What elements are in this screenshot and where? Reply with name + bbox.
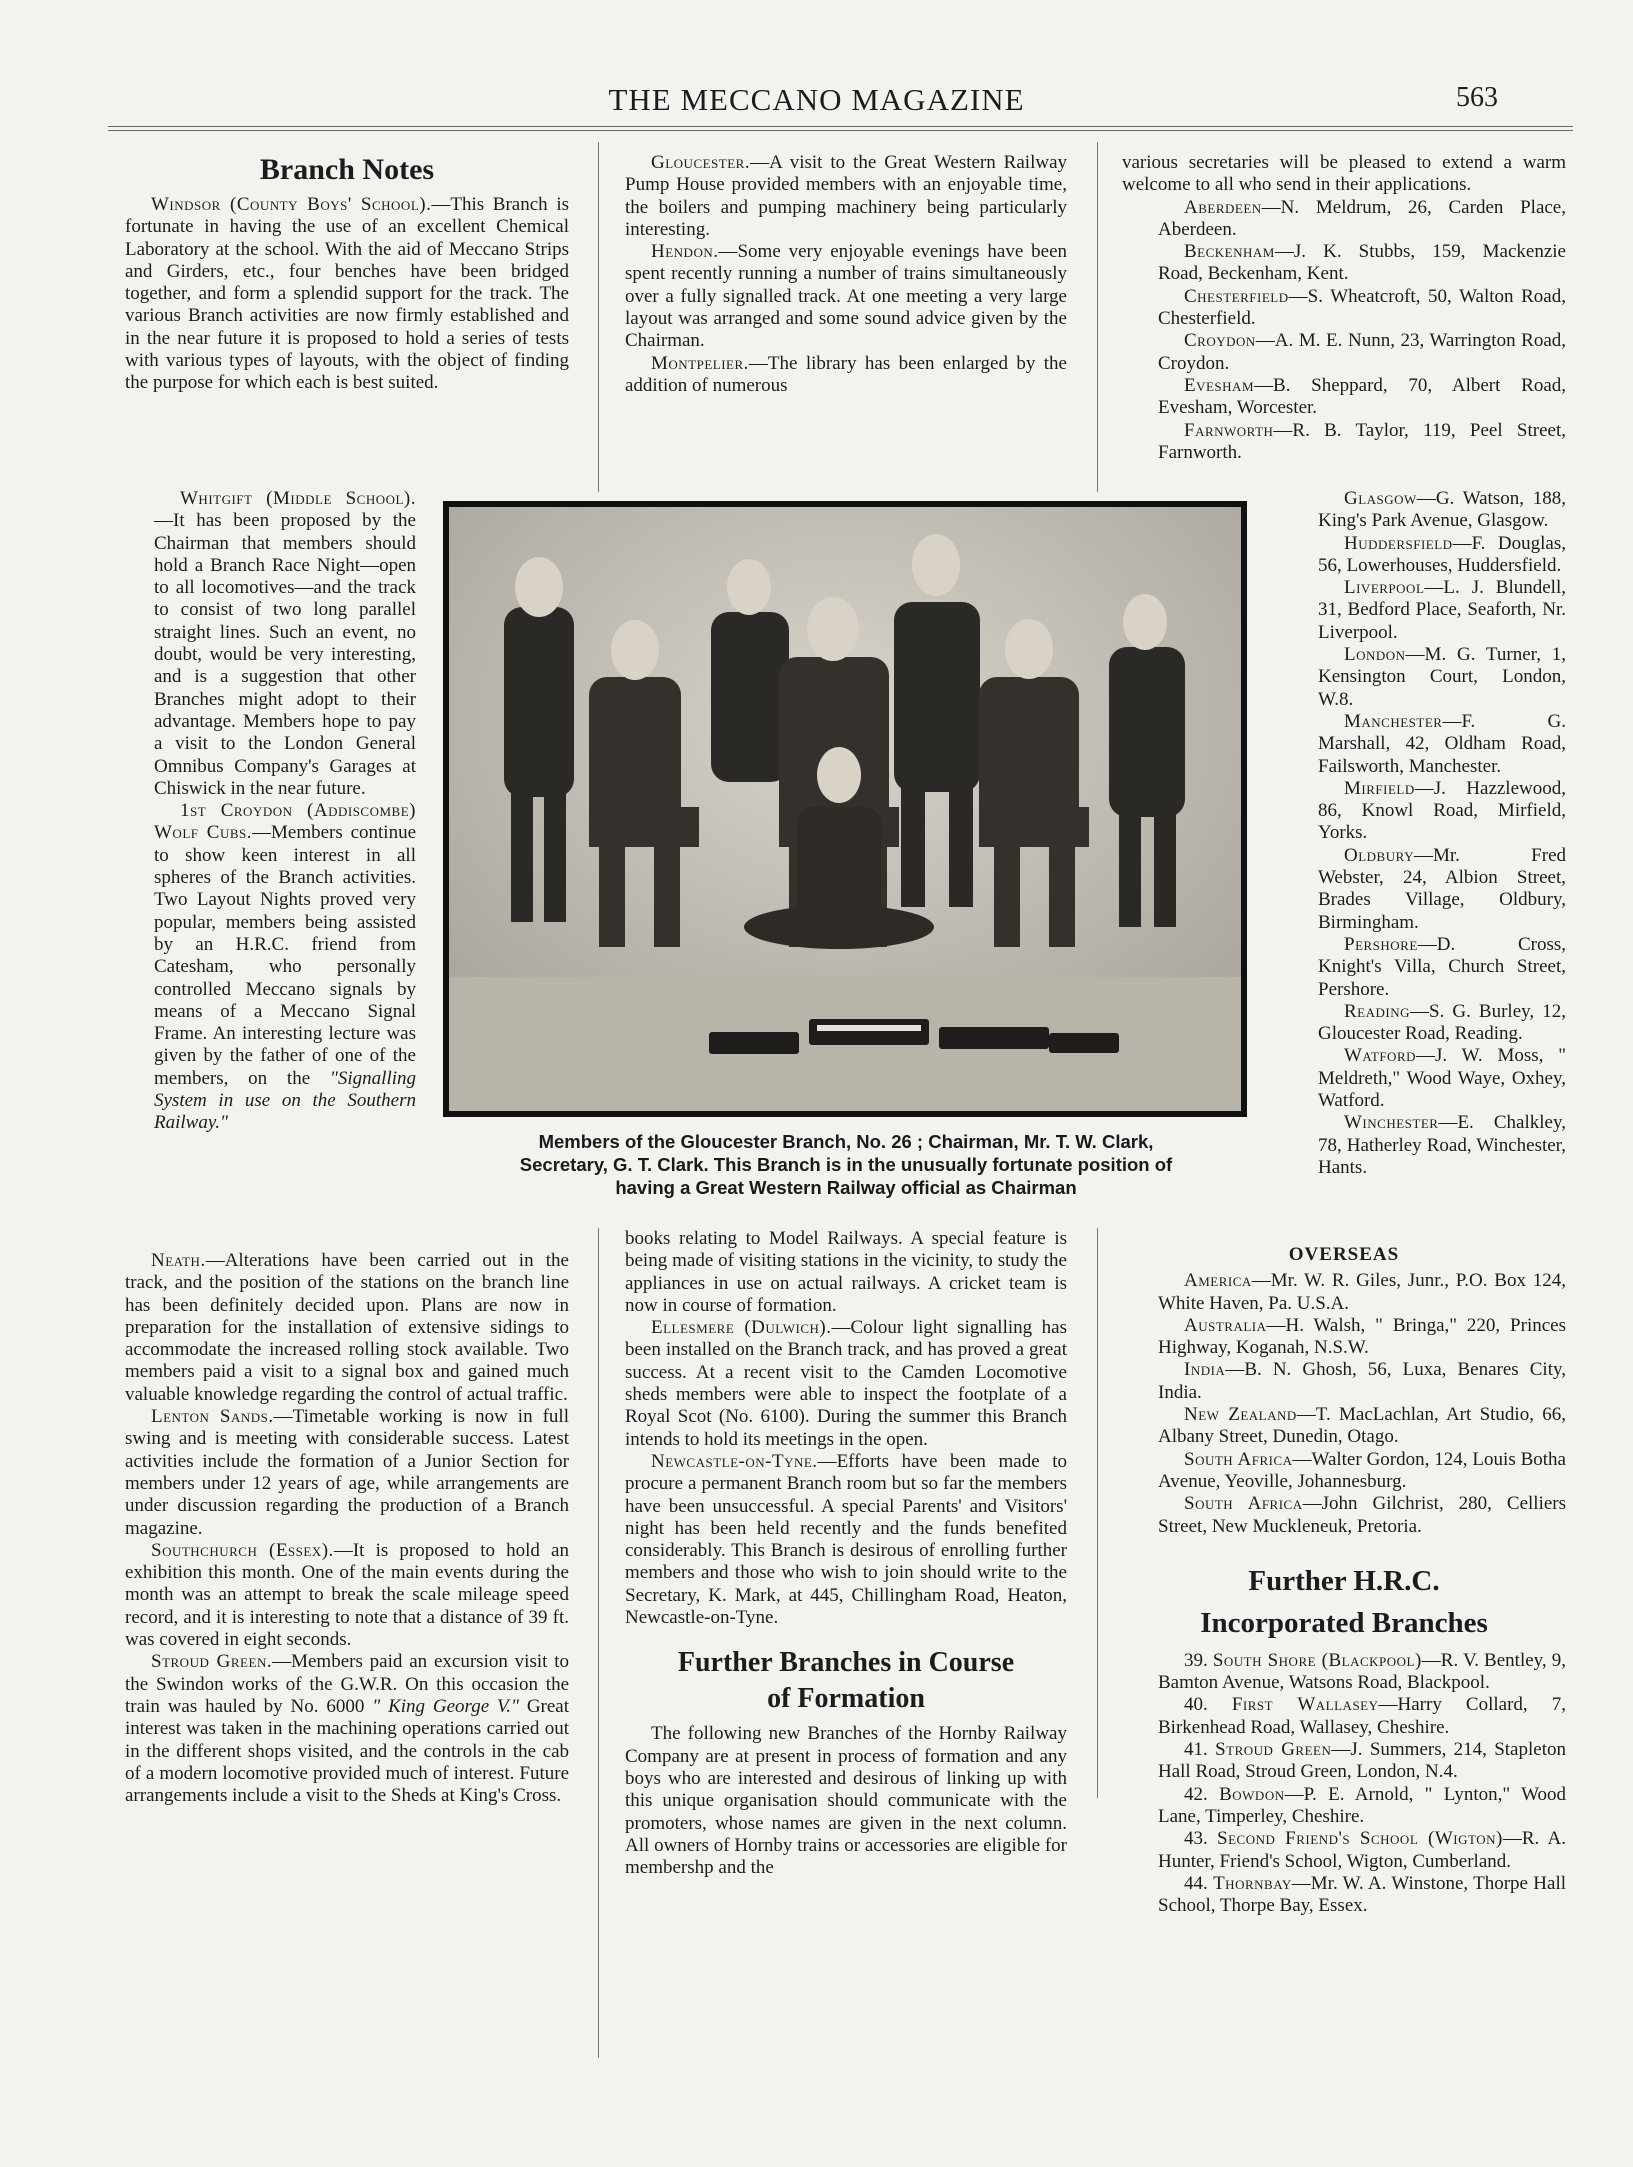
formation-intro: The following new Branches of the Hornby Railway Company are at present in process of formation and any boys who are interested and desirous of linking up with this unique organisation should communicate with the promoters, whose names are given in the next column. All owners of Hornby trains or accessories are eligible for membershp and the [625,1723,1067,1879]
entry-number: 42. [1184,1783,1220,1805]
address-entry [1122,1784,1566,1829]
entry-detail: —R. V. Bentley, 9, Bamton Avenue, Watsons Road, Blackpool. [1158,1649,1567,1694]
address-entry [1122,1449,1566,1494]
address-entry [1122,1359,1566,1404]
overseas-heading: OVERSEAS [1288,1244,1400,1265]
branch-notes-heading: Branch Notes [259,153,435,186]
entry-detail: —E. Chalkley, 78, Hatherley Road, Winchester, Hants. [1318,1112,1566,1178]
header-rule-top [108,126,1573,127]
entry-detail: —J. W. Moss, " Meldreth," Wood Waye, Oxhey, Watford. [1318,1045,1566,1112]
entry-place: Bowdon [1219,1783,1285,1805]
entry-place: Stroud Green [1215,1739,1332,1761]
address-entry [1282,711,1566,778]
note-croydon: 1st Croydon (Addiscombe) Wolf Cubs.—Members continue to show keen interest in all spheres of the Branch activities. Two Layout Nights proved very popular, members being assisted by an H.R.C. friend from Catesham, who personally controlled Meccano signals by means of a Meccano Signal Frame. An interesting lecture was given by the father of one of the members, on the "Signalling System in use on the Southern Railway." [154,800,416,1134]
entry-detail: —M. G. Turner, 1, Kensington Court, London, W.8. [1318,644,1566,710]
entry-detail: —S. G. Burley, 12, Gloucester Road, Reading. [1318,1000,1566,1045]
address-entry [1122,241,1566,286]
entry-place: First Wallasey [1231,1694,1379,1716]
note-newcastle: Newcastle-on-Tyne.—Efforts have been made to procure a permanent Branch room but so far the members have been unsuccessful. A special Parents' and Visitors' night has been held recently and the funds benefited considerably. This Branch is desirous of enrolling further members and those who wish to join should write to the Secretary, K. Mark, at 445, Chillingham Road, Heaton, Newcastle-on-Tyne. [625,1450,1067,1629]
note-hendon: Hendon.—Some very enjoyable evenings have been spent recently running a number of trains simultaneously over a fully signalled track. At one meeting a very large layout was arranged and some sound advice given by the Chairman. [625,241,1067,352]
entry-detail: —Harry Collard, 7, Birkenhead Road, Wallasey, Cheshire. [1158,1694,1567,1738]
group-photo [443,501,1247,1117]
entry-detail: —J. Summers, 214, Stapleton Hall Road, Stroud Green, London, N.4. [1158,1739,1566,1783]
formation-list-wide [1122,197,1566,465]
address-entry [1122,420,1566,465]
address-entry [1282,577,1566,644]
entry-place: Reading [1344,1000,1410,1022]
group-photo-illustration [449,507,1241,1111]
note-stroud: Stroud Green.—Members paid an excursion visit to the Swindon works of the G.W.R. On this occasion the train was hauled by No. 6000 " King George V." Great interest was taken in the machining operations carried out in the different shops visited, and the controls in the cab of a modern locomotive provided much of interest. Future arrangements include a visit to the Sheds at King's Cross. [125,1651,570,1807]
entry-place: Mirfield [1344,777,1415,799]
address-entry [1122,1315,1566,1360]
column-3-top [1122,152,1566,464]
photo-caption: Members of the Gloucester Branch, No. 26 ; Chairman, Mr. T. W. Clark, Secretary, G. T. Clark. This Branch is in the unusually fortunate position of having a Great Western Railway official as Chairman [519,1131,1173,1198]
entry-place: Winchester [1344,1112,1439,1134]
entry-place: Watford [1344,1045,1416,1067]
entry-place: Beckenham [1184,241,1275,263]
column-3-bottom [1122,1238,1566,1917]
entry-detail: —F. G. Marshall, 42, Oldham Road, Failsworth, Manchester. [1318,710,1566,777]
entry-place: Liverpool [1344,577,1425,599]
entry-detail: —H. Walsh, " Bringa," 220, Princes Highway, Koganah, N.S.W. [1158,1314,1566,1359]
entry-detail: —D. Cross, Knight's Villa, Church Street, Pershore. [1318,933,1566,1000]
note-whitgift: Whitgift (Middle School).—It has been proposed by the Chairman that members should hold a Branch Race Night—open to all locomotives—and the track to consist of two long parallel straight lines. Such an event, no doubt, would be very interesting, and is a suggestion that other Branches might adopt to their advantage. Members hope to pay a visit to the London General Omnibus Company's Garages at Chiswick in the near future. [154,488,416,799]
entry-detail: —N. Meldrum, 26, Carden Place, Aberdeen. [1158,196,1566,240]
entry-place: Manchester [1344,710,1443,732]
address-entry [1282,1045,1566,1112]
entry-place: South Shore (Blackpool) [1212,1649,1422,1671]
entry-place: Australia [1184,1314,1267,1336]
address-entry [1282,644,1566,711]
column-1-bottom [125,1250,569,1807]
entry-detail: —R. A. Hunter, Friend's School, Wigton, Cumberland. [1158,1828,1566,1872]
entry-number: 41. [1184,1739,1216,1761]
column-2-top [625,152,1067,397]
entry-detail: —John Gilchrist, 280, Celliers Street, New Muckleneuk, Pretoria. [1158,1493,1566,1537]
column-divider [1097,1228,1098,1798]
address-entry [1282,1112,1566,1179]
page-header [0,82,1633,122]
note-name: Windsor (County Boys' School). [151,194,432,215]
column-divider [1097,142,1098,492]
address-entry [1122,375,1566,420]
column-2-bottom [625,1228,1067,1879]
entry-place: Thornbay [1213,1872,1292,1894]
entry-place: South Africa [1184,1493,1303,1515]
address-entry [1122,1270,1566,1315]
incorporated-list [1122,1650,1566,1918]
address-entry [1122,1739,1566,1784]
entry-place: Huddersfield [1344,532,1453,554]
page-number: 563 [1456,82,1498,113]
address-entry [1282,1001,1566,1046]
formation-intro-continued: various secretaries will be pleased to extend a warm welcome to all who send in their applications. [1122,152,1566,196]
entry-place: Evesham [1184,374,1255,396]
entry-detail: —P. E. Arnold, " Lynton," Wood Lane, Timperley, Cheshire. [1158,1783,1567,1827]
note-neath: Neath.—Alterations have been carried out in the track, and the position of the stations on the branch line has been definitely decided upon. Plans are now in preparation for the installation of extensive sidings to accommodate the increased rolling stock available. Two members paid a visit to a signal box and gained much valuable knowledge regarding the control of actual traffic. [125,1250,569,1405]
note-southchurch: Southchurch (Essex).—It is proposed to hold an exhibition this month. One of the main events during the month was an attempt to break the scale mileage speed record, and it is interesting to note that a distance of 39 ft. was covered in eight seconds. [125,1539,569,1651]
note-lenton: Lenton Sands.—Timetable working is now in full swing and is meeting with considerable success. Latest activities include the formation of a Junior Section for members under 12 years of age, while arrangements are under discussion regarding the production of a Branch magazine. [125,1406,569,1539]
formation-list-narrow [1282,488,1566,1179]
entry-place: Pershore [1344,933,1418,955]
entry-place: Oldbury [1344,844,1414,866]
address-entry [1122,1404,1566,1449]
entry-number: 43. [1184,1828,1218,1850]
entry-place: Croydon [1184,330,1256,352]
magazine-title: THE MECCANO MAGAZINE [608,82,1025,117]
entry-place: Second Friend's School (Wigton) [1217,1828,1503,1850]
address-entry [1122,330,1566,375]
entry-place: Farnworth [1184,419,1274,441]
entry-detail: —Mr. W. R. Giles, Junr., P.O. Box 124, White Haven, Pa. U.S.A. [1158,1270,1566,1314]
note-montpelier-continued: books relating to Model Railways. A special feature is being made of visiting stations in the vicinity, to study the appliances in use on actual railways. A cricket team is now in course of formation. [625,1228,1067,1316]
header-rule-bottom [108,130,1573,131]
address-entry [1122,197,1566,242]
entry-detail: —Walter Gordon, 124, Louis Botha Avenue, Yeoville, Johannesburg. [1158,1448,1566,1492]
address-entry [1122,1650,1566,1695]
entry-number: 39. [1184,1649,1213,1671]
column-3-narrow [1282,488,1566,1179]
address-entry [1282,934,1566,1001]
column-divider [598,142,599,492]
entry-detail: —S. Wheatcroft, 50, Walton Road, Chesterfield. [1158,285,1566,330]
entry-place: Chesterfield [1184,285,1289,307]
entry-number: 40. [1184,1694,1232,1716]
address-entry [1282,488,1566,533]
entry-number: 44. [1184,1872,1214,1894]
entry-detail: —A. M. E. Nunn, 23, Warrington Road, Croydon. [1158,330,1566,374]
entry-detail: —G. Watson, 188, King's Park Avenue, Glasgow. [1318,488,1566,532]
entry-detail: —J. Hazzlewood, 86, Knowl Road, Mirfield, Yorks. [1318,777,1566,844]
entry-place: India [1184,1359,1226,1381]
address-entry [1282,533,1566,578]
column-1-narrow [154,488,416,1135]
entry-detail: —R. B. Taylor, 119, Peel Street, Farnworth. [1158,419,1566,463]
note-montpelier: Montpelier.—The library has been enlarged by the addition of numerous [625,352,1067,396]
entry-place: Aberdeen [1184,196,1262,218]
entry-place: Glasgow [1344,488,1417,509]
address-entry [1282,778,1566,845]
formation-heading: Further Branches in Course of Formation [677,1647,1015,1715]
column-1-top [125,152,569,395]
note-ellesmere: Ellesmere (Dulwich).—Colour light signalling has been installed on the Branch track, and has proved a great success. At a recent visit to the Camden Locomotive sheds members were able to inspect the footplate of a Royal Scot (No. 6100). During the summer this Branch intends to hold its meetings in the open. [625,1317,1067,1450]
column-divider [598,1228,599,2058]
address-entry [1122,1828,1566,1873]
entry-place: New Zealand [1184,1404,1297,1426]
address-entry [1122,1493,1566,1538]
address-entry [1122,1694,1566,1739]
entry-detail: —J. K. Stubbs, 159, Mackenzie Road, Beckenham, Kent. [1158,241,1566,285]
address-entry [1122,1873,1566,1918]
address-entry [1282,845,1566,934]
note-windsor: Windsor (County Boys' School).—This Branch is fortunate in having the use of an excellent Chemical Laboratory at the school. With the aid of Meccano Strips and Girders, etc., four benches have been bridged together, and form a splendid support for the track. The various Branch activities are now firmly established and in the near future it is proposed to hold a series of tests with various types of layouts, with the object of finding the purpose for which each is best suited. [125,194,569,394]
entry-detail: —B. Sheppard, 70, Albert Road, Evesham, Worcester. [1158,374,1566,419]
entry-detail: —T. MacLachlan, Art Studio, 66, Albany Street, Dunedin, Otago. [1158,1404,1566,1448]
entry-detail: —Mr. Fred Webster, 24, Albion Street, Brades Village, Oldbury, Birmingham. [1318,844,1566,933]
entry-detail: —F. Douglas, 56, Lowerhouses, Huddersfield. [1318,532,1566,576]
entry-detail: —B. N. Ghosh, 56, Luxa, Benares City, India. [1158,1359,1566,1403]
entry-place: South Africa [1184,1448,1293,1470]
overseas-list [1122,1270,1566,1538]
incorporated-heading: Further H.R.C. Incorporated Branches [1200,1564,1488,1639]
entry-place: America [1184,1270,1252,1292]
entry-detail: —Mr. W. A. Winstone, Thorpe Hall School, Thorpe Bay, Essex. [1158,1872,1567,1917]
address-entry [1122,286,1566,331]
entry-place: London [1344,644,1406,666]
entry-detail: —L. J. Blundell, 31, Bedford Place, Seaforth, Nr. Liverpool. [1318,577,1566,643]
note-gloucester: Gloucester.—A visit to the Great Western Railway Pump House provided members with an enjoyable time, the boilers and pumping machinery being particularly interesting. [625,152,1067,240]
